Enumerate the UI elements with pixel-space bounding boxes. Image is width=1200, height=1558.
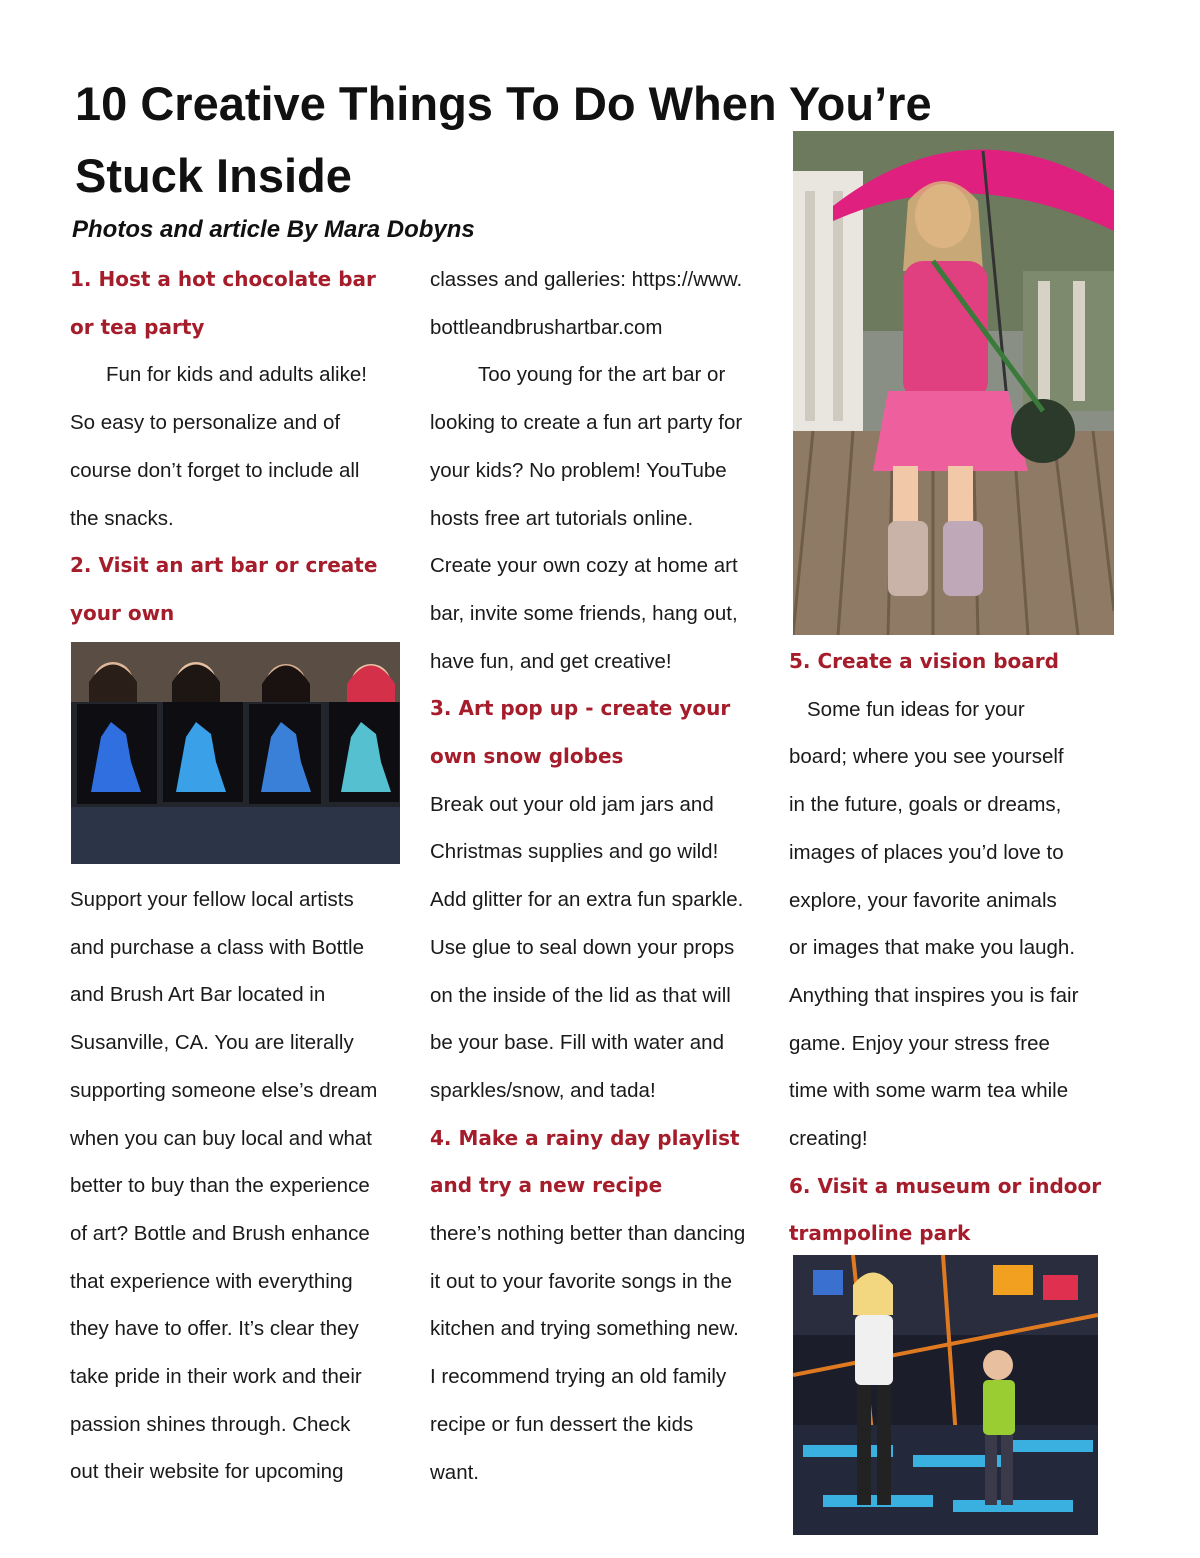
paragraph-line: when you can buy local and what [70, 1126, 373, 1150]
heading-4-line-2: and try a new recipe [430, 1173, 663, 1198]
heading-6-line-1: 6. Visit a museum or indoor [789, 1173, 1102, 1198]
paragraph-line: So easy to personalize and of [70, 411, 341, 435]
paragraph-line: Add glitter for an extra fun sparkle. [430, 888, 744, 912]
column-3 [789, 638, 1139, 1258]
paragraph-line: Anything that inspires you is fair [789, 983, 1079, 1007]
paragraph-line: kitchen and trying something new. [430, 1317, 739, 1341]
paragraph-line: and purchase a class with Bottle [70, 935, 364, 959]
paragraph-line: want. [430, 1460, 479, 1484]
paragraph-line: looking to create a fun art party for [430, 411, 743, 435]
paragraph-line: have fun, and get creative! [430, 649, 672, 673]
paragraph-line: or images that make you laugh. [789, 936, 1076, 960]
paragraph-line: Use glue to seal down your props [430, 935, 735, 959]
heading-6-line-2: trampoline park [789, 1221, 971, 1246]
paragraph-line: time with some warm tea while [789, 1079, 1069, 1103]
paragraph-line: explore, your favorite animals [789, 888, 1057, 912]
paragraph-line: out their website for upcoming [70, 1460, 344, 1484]
paragraph-line: the snacks. [70, 506, 174, 530]
heading-3-line-2: own snow globes [430, 744, 624, 769]
paragraph-line: Christmas supplies and go wild! [430, 840, 719, 864]
paragraph-line: bar, invite some friends, hang out, [430, 601, 738, 625]
photo-art-bar-group [71, 642, 400, 864]
heading-1-line-2: or tea party [70, 314, 205, 339]
paragraph-line: passion shines through. Check [70, 1412, 351, 1436]
paragraph-line: Too young for the art bar or [478, 363, 726, 387]
paragraph-line: course don’t forget to include all [70, 458, 360, 482]
paragraph-line: there’s nothing better than dancing [430, 1222, 746, 1246]
heading-4-line-1: 4. Make a rainy day playlist [430, 1125, 740, 1150]
paragraph-line: of art? Bottle and Brush enhance [70, 1221, 370, 1245]
paragraph-line: your kids? No problem! YouTube [430, 458, 727, 482]
heading-3-line-1: 3. Art pop up - create your [430, 696, 731, 721]
paragraph-line: Break out your old jam jars and [430, 792, 714, 816]
paragraph-line: and Brush Art Bar located in [70, 983, 326, 1007]
photo-girl-with-umbrella [793, 131, 1114, 635]
website-link-line-2[interactable]: bottleandbrushartbar.com [430, 315, 663, 339]
paragraph-line: supporting someone else’s dream [70, 1078, 378, 1102]
paragraph-line: sparkles/snow, and tada! [430, 1078, 656, 1102]
article-byline: Photos and article By Mara Dobyns [72, 216, 475, 243]
paragraph-line: board; where you see yourself [789, 745, 1064, 769]
paragraph-line: I recommend trying an old family [430, 1365, 727, 1389]
paragraph-line: hosts free art tutorials online. [430, 506, 694, 530]
paragraph-line: images of places you’d love to [789, 840, 1064, 864]
heading-5: 5. Create a vision board [789, 649, 1059, 673]
article-title-line-1: 10 Creative Things To Do When You’re [75, 77, 932, 130]
paragraph-line: Some fun ideas for your [807, 697, 1025, 721]
paragraph-line: that experience with everything [70, 1269, 353, 1293]
photo-trampoline-park [793, 1255, 1098, 1535]
paragraph-line: they have to offer. It’s clear they [70, 1317, 359, 1341]
heading-1-line-1: 1. Host a hot chocolate bar [70, 267, 376, 291]
paragraph-line: it out to your favorite songs in the [430, 1269, 732, 1293]
paragraph-line: on the inside of the lid as that will [430, 983, 731, 1007]
heading-2-line-1: 2. Visit an art bar or create [70, 553, 378, 578]
paragraph-line: be your base. Fill with water and [430, 1031, 724, 1055]
paragraph-line: game. Enjoy your stress free [789, 1031, 1050, 1055]
heading-2-line-2: your own [70, 600, 175, 625]
paragraph-line: recipe or fun dessert the kids [430, 1412, 694, 1436]
paragraph-line: Fun for kids and adults alike! [106, 363, 367, 387]
paragraph-line: Create your own cozy at home art [430, 554, 738, 578]
article-title-line-2: Stuck Inside [75, 149, 352, 202]
website-link-line-1[interactable]: classes and galleries: https://www. [430, 268, 743, 291]
paragraph-line: better to buy than the experience [70, 1174, 370, 1198]
column-1-continued [70, 876, 410, 1496]
paragraph-line: creating! [789, 1127, 868, 1151]
column-1 [70, 256, 410, 638]
paragraph-line: in the future, goals or dreams, [789, 793, 1062, 817]
paragraph-line: Susanville, CA. You are literally [70, 1031, 354, 1055]
column-2 [430, 256, 780, 1496]
paragraph-line: take pride in their work and their [70, 1365, 362, 1389]
paragraph-line: Support your fellow local artists [70, 888, 354, 911]
